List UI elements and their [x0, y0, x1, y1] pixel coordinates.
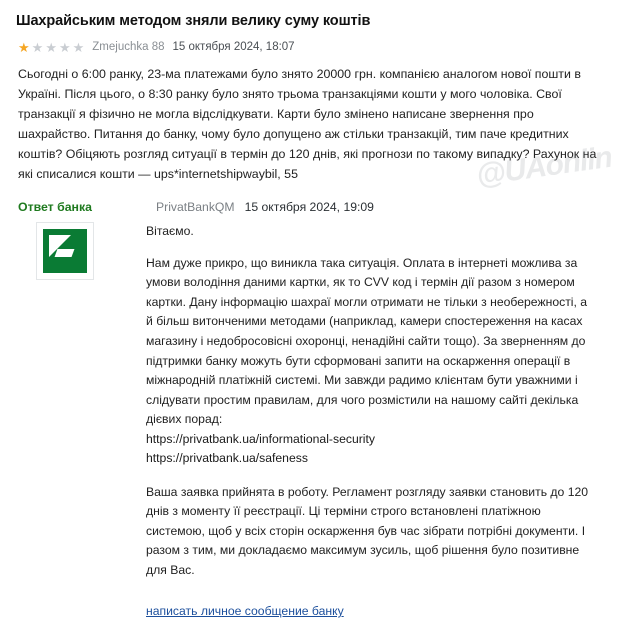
bank-answer-header [18, 200, 606, 214]
review-meta [18, 41, 606, 54]
bank-logo-column [14, 222, 146, 620]
privatbank-logo-icon [36, 222, 94, 280]
bank-answer-paragraph-1: Вітаємо. [146, 224, 194, 239]
star-icon-3: ★ [45, 39, 57, 55]
security-link-1[interactable]: https://privatbank.ua/informational-security [146, 431, 375, 446]
security-link-2[interactable]: https://privatbank.ua/safeness [146, 451, 308, 466]
star-icon-2: ★ [31, 39, 44, 55]
bank-answer-text [146, 222, 606, 620]
review-author[interactable]: Zmejuchka 88 [92, 41, 165, 54]
bank-answer-paragraph-2: Нам дуже прикро, що виникла така ситуація. Оплата в інтернеті можлива за умови володіння даними картки, як то CVV код і термін дії разом з номером картки. Дану інформацію шахраї могли отримати не тільки з необережності, а й більш витонченими методами (наприклад, камери спостереження на касах магазину і недобросовісні охоронці, ненадійні сайти тощо). За зверненням до підтримки банку можуть бути сформовані запити на оскарження операції в міжнародній платіжній системі. Ми завжди радимо клієнтам бути уважними і слідувати простим правилам, для чого розмістили на нашому сайті декілька дієвих порад: [146, 255, 588, 427]
watermark: @UAonlin [474, 140, 614, 193]
star-icon-1: ★ [18, 39, 30, 55]
bank-answer-date: 15 октября 2024, 19:09 [244, 200, 374, 215]
star-icon-5: ★ [72, 39, 85, 55]
review-body-text: Сьогодні о 6:00 ранку, 23-ма платежами було знято 20000 грн. компанією аналогом нової пошти в Україні. Після цього, о 8:30 ранку було знято трьома транзакціями кошти у мого чоловіка. Свої транзакції я фізично не могла відслідкувати. Карти було змінено написане звернення про шахрайство. Питання до банку, чому було допущено аж стільки транзакцій, тим паче кредитних коштів? Обіцяють розгляд ситуації в термін до 120 днів, які прогнози по такому випадку? Рахунок на які списалися кошти — ups*internetshipwaybil, 55 [18, 66, 597, 182]
logo-arrow-tail [55, 249, 75, 257]
bank-answer-paragraph-3: Ваша заявка прийнята в роботу. Регламент розгляду заявки становить до 120 днів з моменту її реєстрації. Ці терміни строго встановлені платіжною системою, щоб у всіх сторін оскарження був час зібрати потрібні документи. І разом з тим, ми докладаємо максимум зусиль, щоб рішення було позитивне для Вас. [146, 484, 589, 577]
bank-name[interactable]: PrivatBankQM [156, 200, 235, 215]
review-body [18, 64, 604, 185]
bank-answer-content [14, 222, 606, 620]
star-icon-4: ★ [58, 39, 71, 55]
bank-answer-label: Ответ банка [18, 200, 92, 215]
review-date: 15 октября 2024, 18:07 [172, 41, 295, 54]
bank-answer [14, 200, 606, 620]
page-title: Шахрайським методом зняли велику суму коштів [16, 13, 371, 29]
send-private-message-link[interactable]: написать личное сообщение банку [146, 604, 344, 619]
rating-stars [18, 41, 84, 54]
